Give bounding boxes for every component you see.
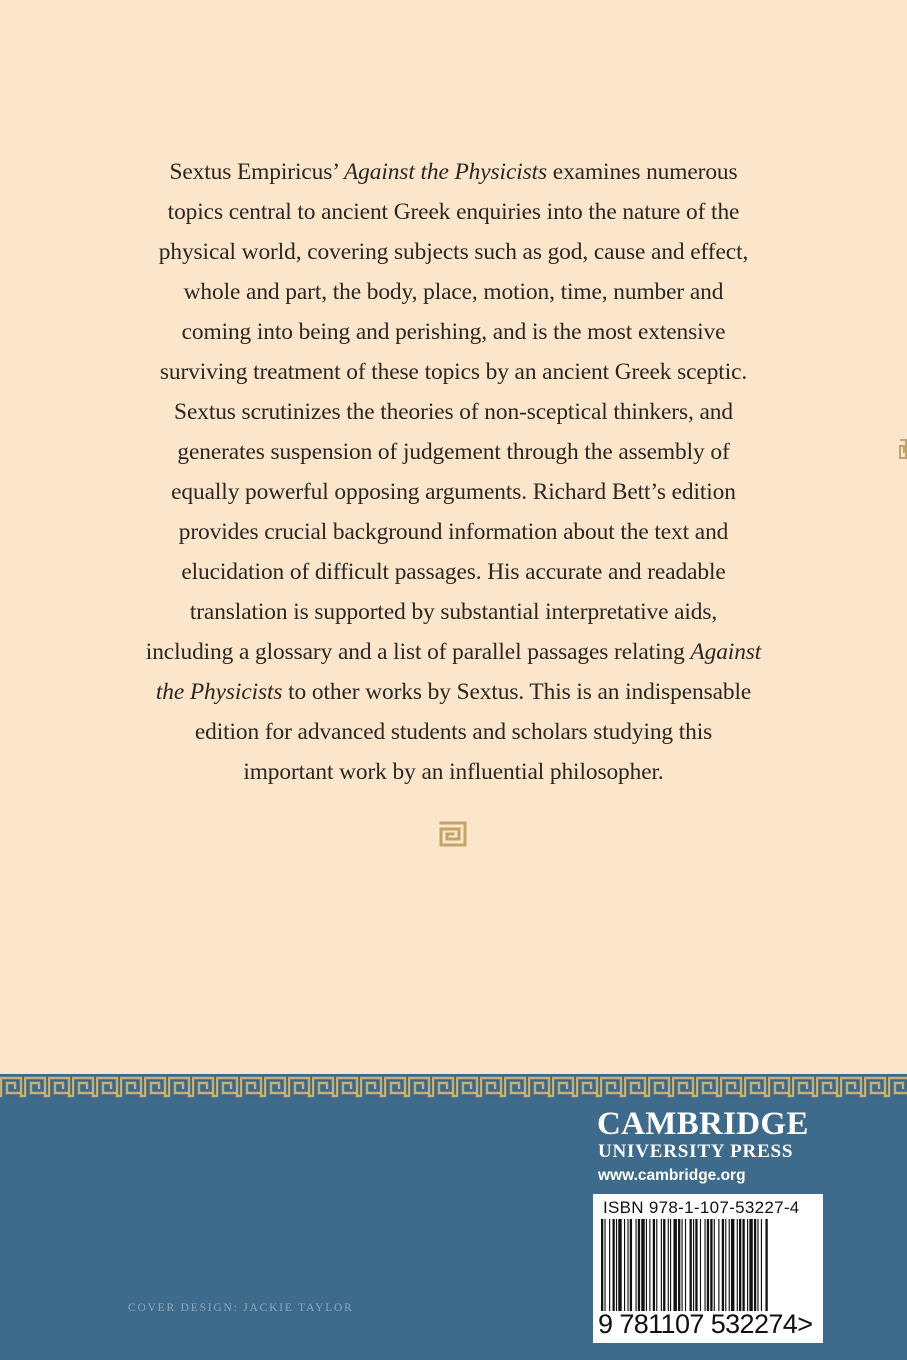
blurb-line (100, 392, 807, 432)
blurb-segment: whole and part, the body, place, motion, time, number and (183, 279, 724, 305)
ean-digits (598, 1310, 812, 1338)
blurb-line (100, 512, 807, 552)
cover-credit: COVER DESIGN: JACKIE TAYLOR (128, 1302, 354, 1314)
blurb-text (100, 152, 807, 792)
blurb-segment: edition for advanced students and scholars studying this (194, 719, 713, 745)
edge-ornament (899, 438, 907, 460)
publisher-logo-name (597, 1106, 827, 1142)
blurb-segment: important work by an influential philosopher. (243, 759, 664, 785)
isbn-label: ISBN 978-1-107-53227-4 (603, 1198, 800, 1217)
blurb-line (100, 232, 807, 272)
blurb-line (100, 672, 807, 712)
blurb-title-italic: Against the Physicists (343, 159, 548, 185)
blurb-segment: physical world, covering subjects such as god, cause and effect, (158, 239, 749, 265)
blurb-line (100, 592, 807, 632)
blurb-line (100, 472, 807, 512)
blurb-segment: examines numerous (547, 159, 738, 185)
blurb-line (100, 352, 807, 392)
blurb-line (100, 432, 807, 472)
blurb-line (100, 312, 807, 352)
blurb-segment: generates suspension of judgement through the assembly of (177, 439, 730, 465)
logo-initial: C (597, 1106, 622, 1142)
ean-number: 9 781107 532274 (598, 1309, 798, 1339)
blurb-segment: equally powerful opposing arguments. Richard Bett’s edition (171, 479, 736, 505)
blurb-segment: surviving treatment of these topics by an ancient Greek sceptic. (159, 359, 748, 385)
barcode-panel (593, 1194, 823, 1343)
publisher-logo-subtitle: UNIVERSITY PRESS (598, 1141, 794, 1162)
blurb-segment: coming into being and perishing, and is the most extensive (181, 319, 726, 345)
blurb-segment: elucidation of difficult passages. His accurate and readable (181, 559, 726, 585)
greek-key-icon (439, 821, 467, 847)
greek-key-border (0, 1074, 907, 1100)
ean-suffix: > (797, 1309, 813, 1339)
blurb-segment: translation is supported by substantial interpretative aids, (189, 599, 718, 625)
blurb-title-italic: the Physicists (155, 679, 283, 705)
blurb-line (100, 192, 807, 232)
blurb-line (100, 632, 807, 672)
blurb-segment: provides crucial background information about the text and (178, 519, 729, 545)
blurb-line (100, 272, 807, 312)
blurb-line (100, 752, 807, 792)
blurb-segment: to other works by Sextus. This is an indispensable (282, 679, 752, 705)
blurb-line (100, 552, 807, 592)
blurb-segment: Sextus scrutinizes the theories of non-sceptical thinkers, and (174, 399, 733, 425)
blurb-segment: Sextus Empiricus’ (169, 159, 344, 185)
blurb-title-italic: Against (690, 639, 762, 665)
blurb-line (100, 712, 807, 752)
blurb-segment: topics central to ancient Greek enquiries into the nature of the (167, 199, 740, 225)
logo-rest: AMBRIDGE (621, 1106, 809, 1142)
blurb-segment: including a glossary and a list of parallel passages relating (145, 639, 691, 665)
publisher-url[interactable]: www.cambridge.org (598, 1167, 746, 1184)
blurb-line (100, 152, 807, 192)
barcode-icon (601, 1219, 815, 1311)
